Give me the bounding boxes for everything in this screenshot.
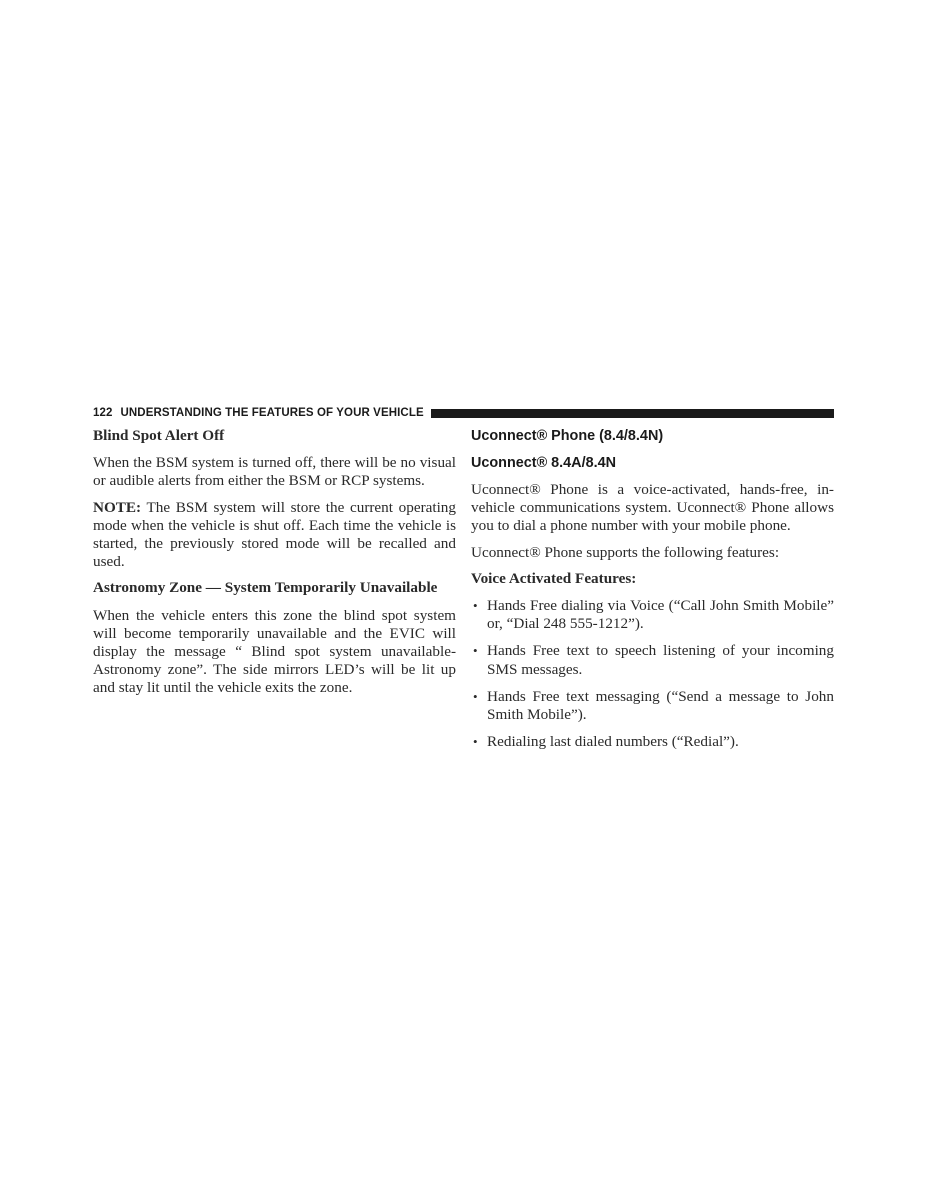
list-item xyxy=(471,688,834,724)
blind-spot-paragraph: When the BSM system is turned off, there will be no visual or audible alerts from either the BSM or RCP systems. xyxy=(93,454,456,490)
bullet-icon: • xyxy=(473,643,478,659)
uconnect-phone-heading: Uconnect® Phone (8.4/8.4N) xyxy=(471,428,664,444)
astronomy-zone-heading: Astronomy Zone — System Temporarily Unavailable xyxy=(93,579,438,597)
uconnect-model-heading: Uconnect® 8.4A/8.4N xyxy=(471,455,616,471)
blind-spot-alert-off-heading: Blind Spot Alert Off xyxy=(93,427,225,444)
section-title: UNDERSTANDING THE FEATURES OF YOUR VEHICLE xyxy=(120,407,424,419)
list-item-text: Hands Free text to speech listening of your incoming SMS messages. xyxy=(487,642,834,678)
page-header xyxy=(93,404,834,422)
list-item xyxy=(471,642,834,678)
note-label: NOTE: xyxy=(93,498,142,516)
bullet-icon: • xyxy=(473,688,478,704)
voice-activated-heading: Voice Activated Features: xyxy=(471,569,637,587)
list-item xyxy=(471,733,834,751)
note-text: The BSM system will store the current operating mode when the vehicle is shut off. Each time the vehicle is started, the previously stored mode will be recalled and used. xyxy=(93,498,456,571)
list-item-text: Redialing last dialed numbers (“Redial”). xyxy=(487,733,739,751)
note-paragraph xyxy=(93,499,456,572)
list-item xyxy=(471,597,834,633)
feature-list xyxy=(471,597,834,751)
right-column xyxy=(471,427,834,760)
supports-paragraph: Uconnect® Phone supports the following features: xyxy=(471,543,780,561)
intro-paragraph: Uconnect® Phone is a voice-activated, hands-free, in-vehicle communications system. Uconnect® Phone allows you to dial a phone number with your mobile phone. xyxy=(471,481,834,535)
left-column xyxy=(93,427,456,706)
astronomy-paragraph: When the vehicle enters this zone the blind spot system will become temporarily unavailable and the EVIC will display the message “ Blind spot system unavailable-Astronomy zone”. The side mirrors LED’s will be lit up and stay lit until the vehicle exits the zone. xyxy=(93,606,456,697)
list-item-text: Hands Free dialing via Voice (“Call John Smith Mobile” or, “Dial 248 555-1212”). xyxy=(487,597,834,633)
bullet-icon: • xyxy=(473,734,478,750)
running-header xyxy=(93,407,424,419)
page-number: 122 xyxy=(93,407,113,419)
bullet-icon: • xyxy=(473,598,478,614)
header-rule xyxy=(431,409,834,418)
list-item-text: Hands Free text messaging (“Send a message to John Smith Mobile”). xyxy=(487,687,834,724)
